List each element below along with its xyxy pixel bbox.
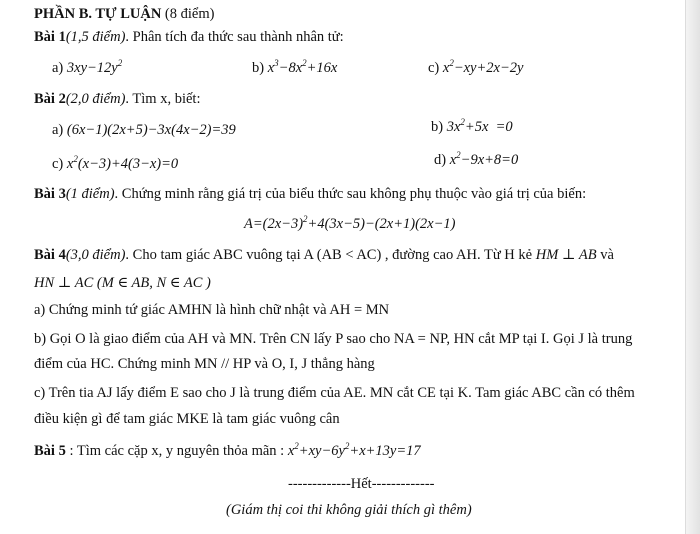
bai5-text: : Tìm các cặp x, y nguyên thỏa mãn :	[65, 443, 288, 459]
bai2-c-label: c)	[52, 156, 64, 172]
bai5-expr: $x^2+xy-6y^2+x+13y=17$	[287, 441, 421, 459]
bai2-label: Bài 2	[34, 91, 66, 107]
bai3-heading	[34, 186, 586, 203]
bai4-text-hm: HM ⊥ AB	[535, 247, 597, 263]
bai5-line	[34, 443, 421, 460]
page-edge	[685, 0, 700, 534]
bai4-part-b-2: điểm của HC. Chứng minh MN // HP và O, I, J thẳng hàng	[34, 356, 375, 372]
bai3-label: Bài 3	[34, 186, 66, 202]
section-points: (8 điểm)	[164, 6, 215, 22]
bai1-c	[428, 60, 523, 77]
bai2-c	[52, 156, 178, 173]
bai1-b-expr: $x^3-8x^2+16x$	[267, 58, 338, 76]
section-title	[34, 6, 214, 23]
bai1-text: . Phân tích đa thức sau thành nhân tử:	[125, 29, 344, 45]
bai1-a	[52, 60, 122, 77]
bai3-points: (1 điểm)	[65, 186, 115, 202]
bai1-c-label: c)	[428, 60, 440, 76]
bai2-a	[52, 122, 236, 139]
bai4-points: (3,0 điểm)	[65, 247, 126, 263]
bai2-heading	[34, 91, 200, 108]
bai2-d	[434, 152, 518, 169]
bai4-part-c-2: điều kiện gì để tam giác MKE là tam giác vuông cân	[34, 411, 340, 427]
footer-note: (Giám thị coi thi không giải thích gì thêm)	[226, 502, 472, 518]
bai3-text: . Chứng minh rằng giá trị của biểu thức sau không phụ thuộc vào giá trị của biến:	[114, 186, 587, 202]
section-title-text: PHẦN B. TỰ LUẬN	[34, 6, 162, 22]
bai2-d-expr: $x^2-9x+8=0$	[449, 150, 519, 168]
bai4-heading	[34, 247, 614, 264]
bai3-expression	[244, 216, 455, 233]
bai1-points: (1,5 điểm)	[65, 29, 126, 45]
bai4-text-va: và	[596, 247, 614, 263]
bai1-a-expr: $3xy-12y^2$	[66, 58, 123, 76]
bai2-a-expr: (6x−1)(2x+5)−3x(4x−2)=39	[66, 122, 236, 138]
bai1-b-label: b)	[252, 60, 265, 76]
bai2-points: (2,0 điểm)	[65, 91, 126, 107]
bai1-b	[252, 60, 337, 77]
bai1-heading	[34, 29, 344, 46]
bai2-d-label: d)	[434, 152, 447, 168]
bai2-b-label: b)	[431, 119, 444, 135]
bai2-a-label: a)	[52, 122, 64, 138]
end-marker: -------------Hết-------------	[288, 476, 435, 492]
bai1-a-label: a)	[52, 60, 64, 76]
bai4-part-b-1: b) Gọi O là giao điểm của AH và MN. Trên CN lấy P sao cho NA = NP, HN cắt MP tại I. Gọi J là trung	[34, 331, 633, 347]
bai2-c-expr: $x^2(x-3)+4(3-x)=0$	[66, 154, 179, 172]
bai4-part-c-1: c) Trên tia AJ lấy điểm E sao cho J là trung điểm của AE. MN cắt CE tại K. Tam giác ABC cần có thêm	[34, 385, 635, 401]
bai4-part-a: a) Chứng minh tứ giác AMHN là hình chữ nhật và AH = MN	[34, 302, 390, 318]
bai1-label: Bài 1	[34, 29, 66, 45]
bai1-c-expr: $x^2-xy+2x-2y$	[442, 58, 524, 76]
bai4-label: Bài 4	[34, 247, 66, 263]
bai2-b-expr: $3x^2+5x =0$	[446, 117, 513, 135]
bai3-expr: $A=(2x-3)^2+4(3x-5)-(2x+1)(2x-1)$	[244, 214, 456, 232]
bai2-text: . Tìm x, biết:	[125, 91, 201, 107]
bai4-line2: HN ⊥ AC (M ∈ AB, N ∈ AC )	[34, 275, 211, 291]
bai2-b	[431, 119, 513, 136]
bai5-label: Bài 5	[34, 443, 66, 459]
bai4-text-1: . Cho tam giác ABC vuông tại A (AB < AC) , đường cao AH. Từ H kẻ	[125, 247, 536, 263]
